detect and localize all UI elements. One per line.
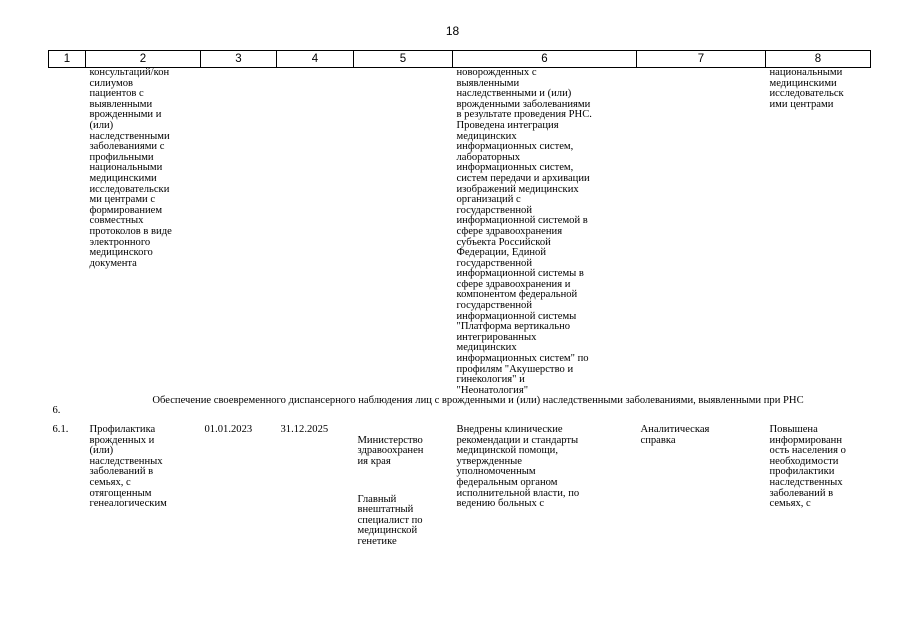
start-date: 01.01.2023 bbox=[204, 424, 253, 435]
header-col-6: 6 bbox=[453, 51, 637, 68]
control-document: Аналитическая справка bbox=[640, 424, 710, 446]
measure-name: Профилактика врожденных и (или) наследственных заболеваний в семьях, с отягощенным генеалогическим bbox=[89, 424, 167, 510]
header-col-8: 8 bbox=[766, 51, 871, 68]
header-col-4: 4 bbox=[277, 51, 354, 68]
header-col-7: 7 bbox=[637, 51, 766, 68]
cont-col-5 bbox=[354, 68, 453, 397]
cont-indicator-text: национальными медицинскими исследовательск ими центрами bbox=[769, 67, 844, 110]
section-6-row bbox=[49, 396, 871, 417]
responsible-cell bbox=[354, 417, 453, 558]
row-number: 6.1. bbox=[52, 424, 69, 435]
header-col-5: 5 bbox=[354, 51, 453, 68]
indicator-text: Повышена информированн ость населения о необходимости профилактики наследственных заболеваний в семьях, с bbox=[769, 424, 846, 510]
cont-result-text: новорожденных с выявленными наследственными и (или) врожденными заболеваниями в результате проведения РНС. Проведена интеграция медицинских информационных систем, лабораторных информационных систем, систем передачи и архивации изображений медицинских организаций с государственной информационной системой в сфере здравоохранения субъекта Российской Федерации, Единой государственной информационной системы в сфере здравоохранения и компонентом федеральной государственной информационной системы "Платформа вертикально интегрированных медицинских информационных систем" по профилям "Акушерство и гинекология" и "Неонатология" bbox=[456, 67, 592, 396]
header-col-2: 2 bbox=[86, 51, 201, 68]
row-6-1 bbox=[49, 417, 871, 558]
header-col-3: 3 bbox=[201, 51, 277, 68]
cont-measure-text: консультаций/кон силиумов пациентов с выявленными врожденными и (или) наследственными заболеваниями с профильными национальными медицинскими исследовательски ми центрами с формированием совместных протоколов в виде электронного медицинского документа bbox=[89, 67, 172, 269]
cont-col-3 bbox=[201, 68, 277, 397]
section-title: Обеспечение своевременного диспансерного наблюдения лиц с врожденными и (или) наследственными заболеваниями, выявленными при РНС bbox=[152, 395, 804, 407]
expected-result: Внедрены клинические рекомендации и стандарты медицинской помощи, утвержденные уполномоченным федеральным органом исполнительной власти, по ведению больных с bbox=[456, 424, 580, 510]
cont-col-7 bbox=[637, 68, 766, 397]
cont-col-1 bbox=[49, 68, 86, 397]
continuation-row bbox=[49, 68, 871, 397]
header-row bbox=[49, 51, 871, 68]
cont-col-4 bbox=[277, 68, 354, 397]
responsible-ministry: Министерство здравоохранен ия края bbox=[357, 434, 424, 467]
responsible-specialist: Главный внештатный специалист по медицинской генетике bbox=[357, 493, 423, 547]
section-number: 6. bbox=[52, 405, 61, 417]
header-col-1: 1 bbox=[49, 51, 86, 68]
end-date: 31.12.2025 bbox=[280, 424, 329, 435]
page-number: 18 bbox=[445, 24, 460, 38]
measures-table bbox=[48, 50, 871, 558]
